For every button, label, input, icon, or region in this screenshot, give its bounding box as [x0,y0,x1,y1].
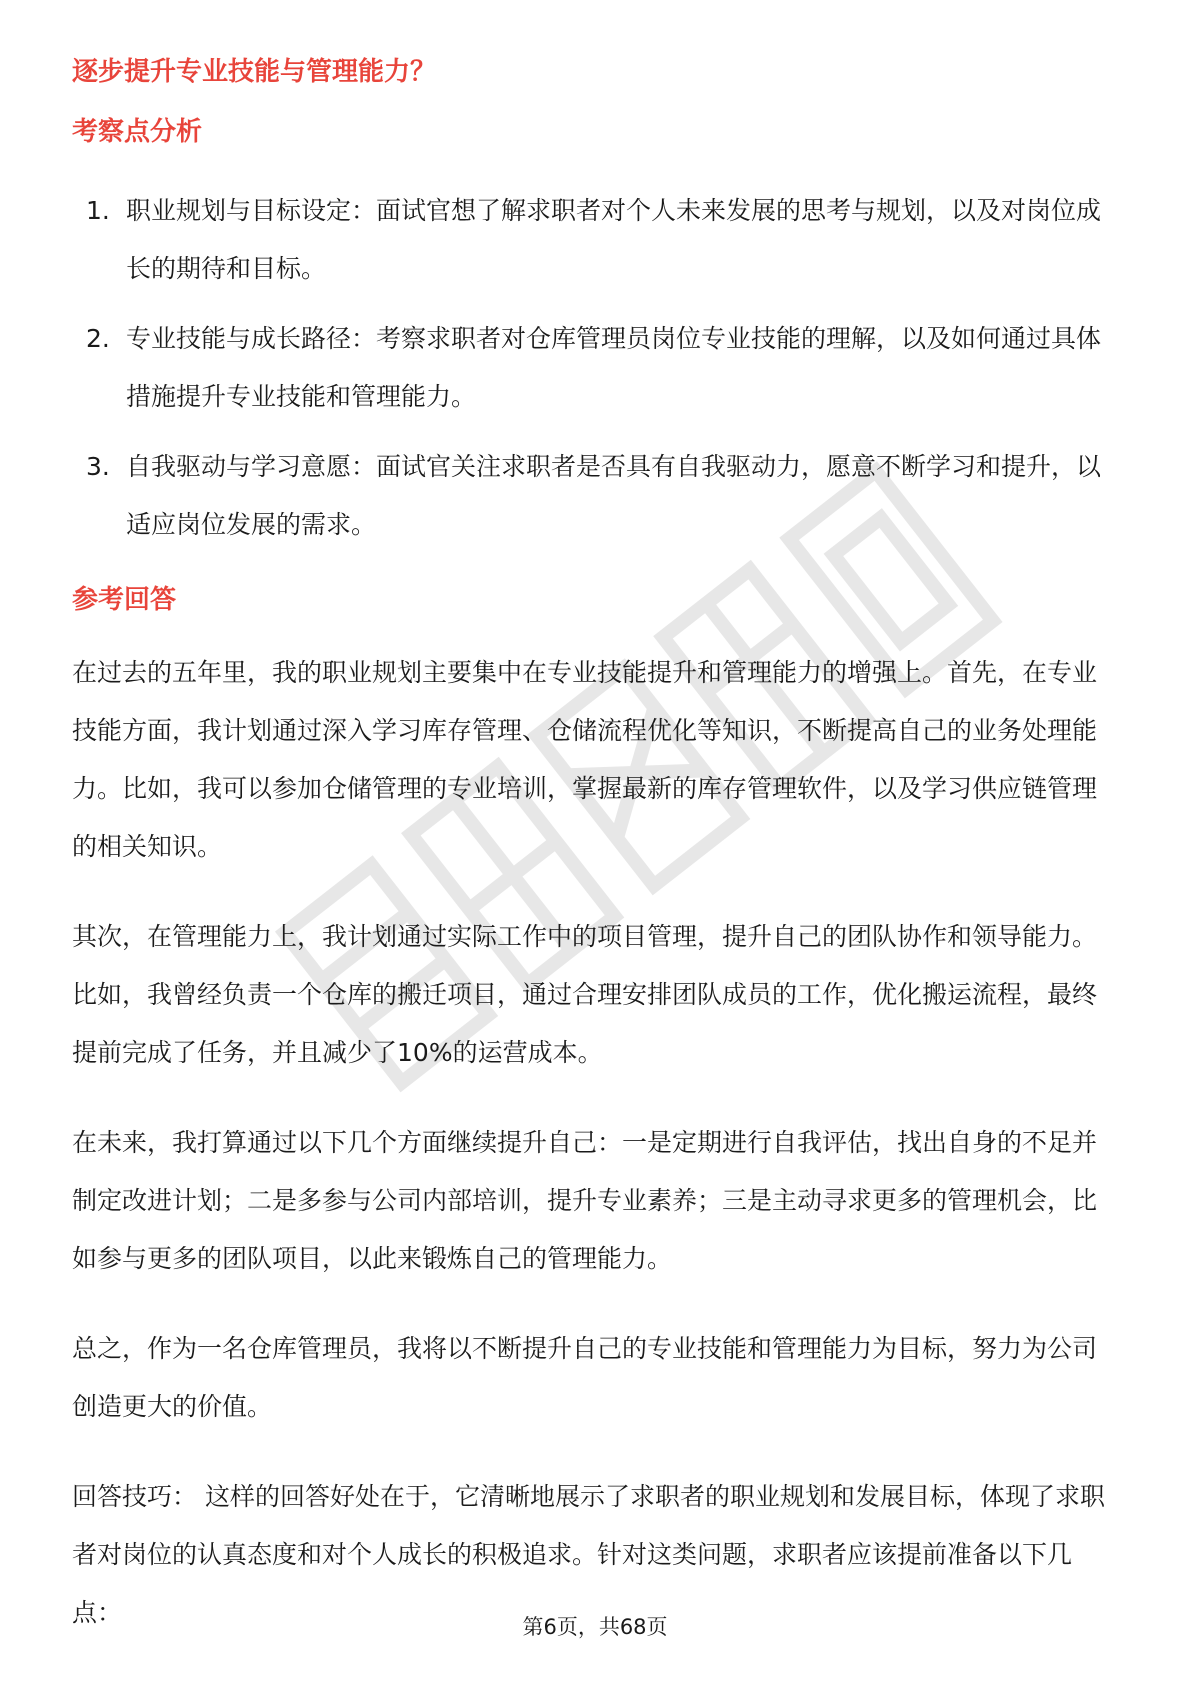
list-item-text: 职业规划与目标设定：面试官想了解求职者对个人未来发展的思考与规划，以及对岗位成长的期待和目标。 [126,196,1102,283]
page-number-footer: 第6页，共68页 [522,1615,668,1639]
list-item-text: 专业技能与成长路径：考察求职者对仓库管理员岗位专业技能的理解，以及如何通过具体措施提升专业技能和管理能力。 [126,324,1102,411]
question-title: 逐步提升专业技能与管理能力？ [72,57,437,87]
answer-paragraph: 其次，在管理能力上，我计划通过实际工作中的项目管理，提升自己的团队协作和领导能力。比如，我曾经负责一个仓库的搬迁项目，通过合理安排团队成员的工作，优化搬运流程，最终提前完成了任务，并且减少了10%的运营成本。 [72,922,1098,1067]
list-number: 2. [86,324,110,353]
answer-heading: 参考回答 [72,585,177,615]
page-content [72,48,1118,1642]
analysis-heading: 考察点分析 [72,117,203,147]
list-item [72,438,1118,554]
list-number: 3. [86,452,110,481]
answer-paragraph: 总之，作为一名仓库管理员，我将以不断提升自己的专业技能和管理能力为目标，努力为公司创造更大的价值。 [72,1334,1098,1421]
list-item [72,310,1118,426]
list-item-text: 自我驱动与学习意愿：面试官关注求职者是否具有自我驱动力，愿意不断学习和提升，以适应岗位发展的需求。 [126,452,1102,539]
list-number: 1. [86,196,110,225]
answer-paragraph: 在过去的五年里，我的职业规划主要集中在专业技能提升和管理能力的增强上。首先，在专业技能方面，我计划通过深入学习库存管理、仓储流程优化等知识，不断提高自己的业务处理能力。比如，我可以参加仓储管理的专业培训，掌握最新的库存管理软件，以及学习供应链管理的相关知识。 [72,658,1098,861]
answer-paragraph: 在未来，我打算通过以下几个方面继续提升自己：一是定期进行自我评估，找出自身的不足并制定改进计划；二是多参与公司内部培训，提升专业素养；三是主动寻求更多的管理机会，比如参与更多的团队项目，以此来锻炼自己的管理能力。 [72,1128,1098,1273]
answer-tips-paragraph: 回答技巧： 这样的回答好处在于，它清晰地展示了求职者的职业规划和发展目标，体现了求职者对岗位的认真态度和对个人成长的积极追求。针对这类问题，求职者应该提前准备以下几点： [72,1482,1105,1627]
list-item [72,182,1118,298]
analysis-points-list [72,182,1118,554]
